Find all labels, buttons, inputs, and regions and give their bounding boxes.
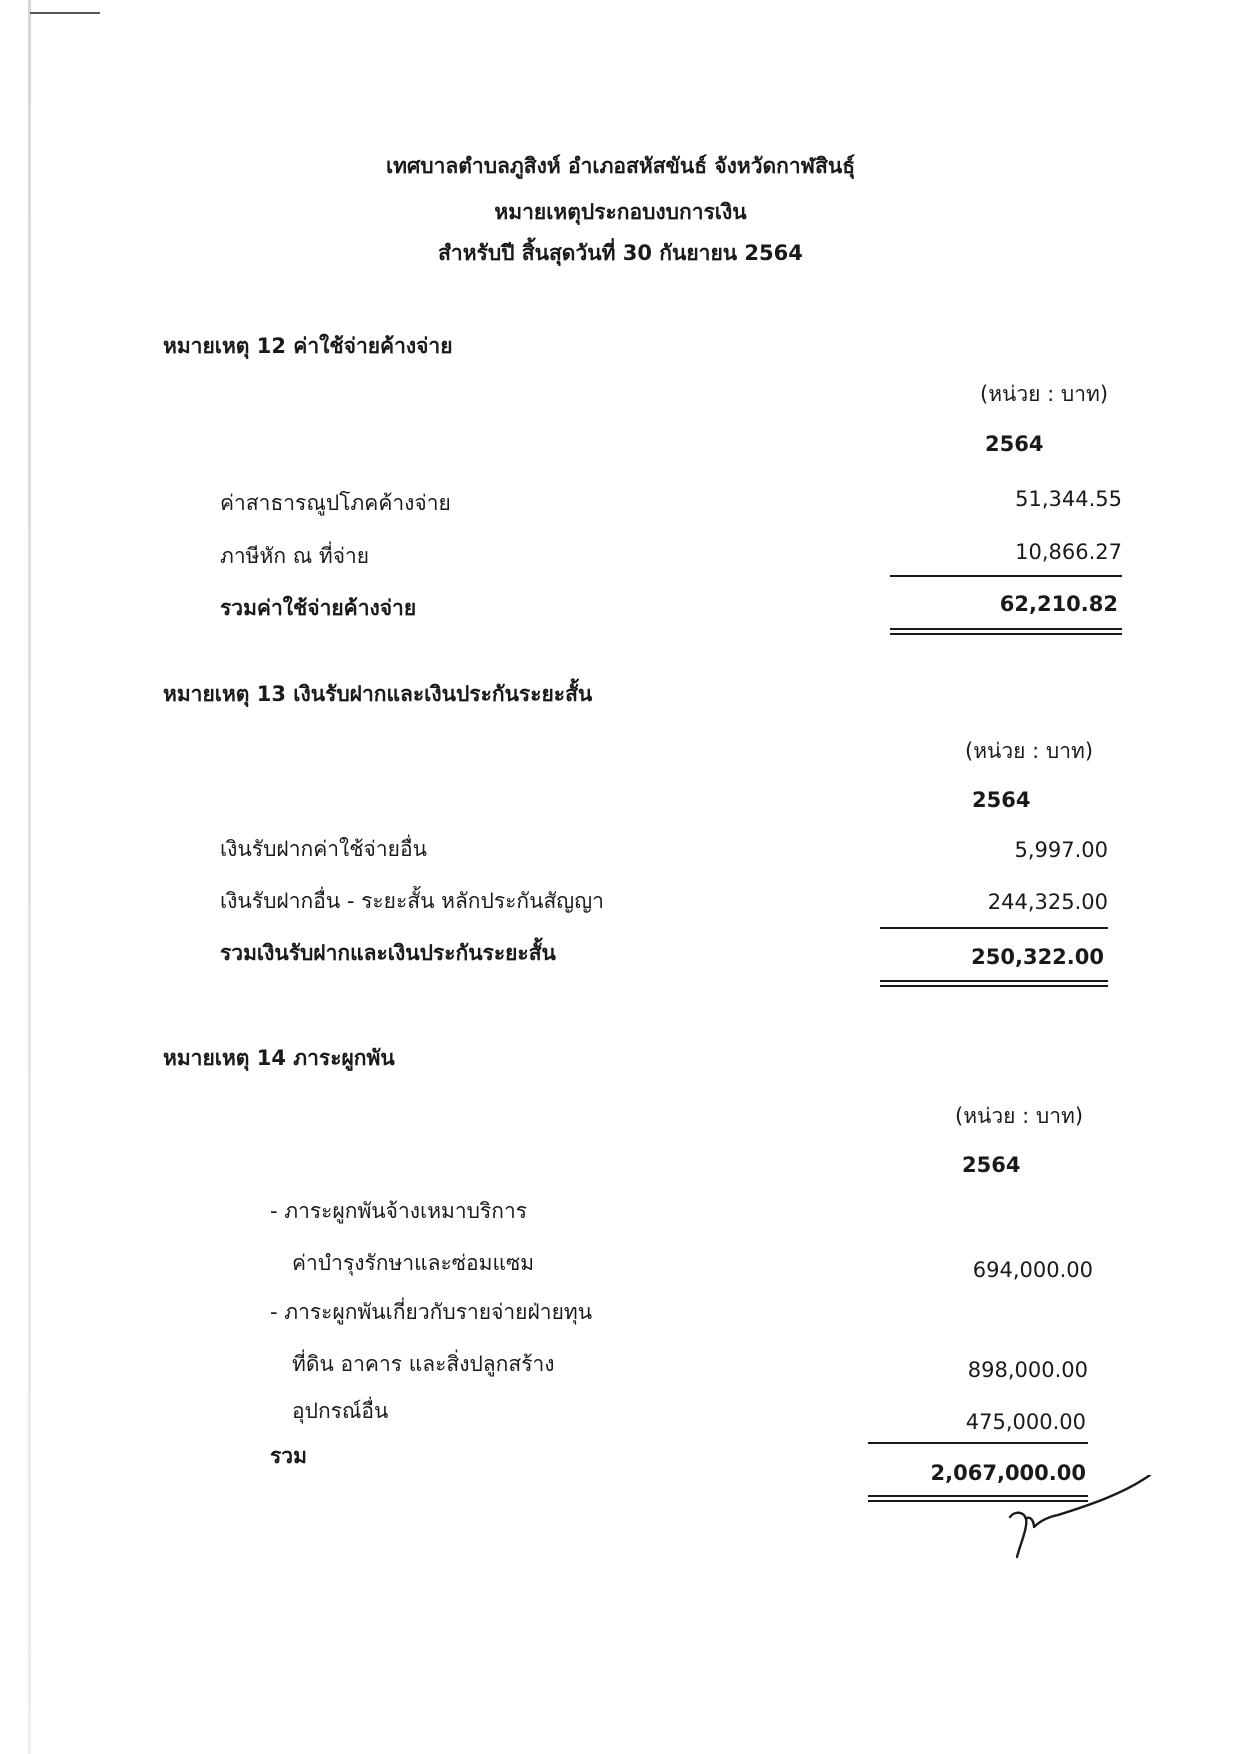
note13-item-label: เงินรับฝากอื่น - ระยะสั้น หลักประกันสัญญา	[220, 889, 604, 913]
note14-item-label: อุปกรณ์อื่น	[292, 1399, 389, 1423]
note12-year: 2564	[985, 432, 1044, 456]
subtotal-rule	[868, 1442, 1088, 1444]
note12-unit: (หน่วย : บาท)	[980, 382, 1109, 406]
signature-mark	[1000, 1475, 1160, 1565]
note14-total-label: รวม	[270, 1444, 307, 1468]
note13-total-label: รวมเงินรับฝากและเงินประกันระยะสั้น	[220, 941, 556, 965]
note13-item-amount: 244,325.00	[987, 890, 1108, 914]
org-name: เทศบาลตำบลภูสิงห์ อำเภอสหัสขันธ์ จังหวัดกาฬสินธุ์	[385, 154, 856, 178]
period-title: สำหรับปี สิ้นสุดวันที่ 30 กันยายน 2564	[438, 241, 803, 265]
note14-unit: (หน่วย : บาท)	[955, 1104, 1084, 1128]
document-title: หมายเหตุประกอบงบการเงิน	[494, 200, 747, 224]
subtotal-rule	[880, 927, 1108, 929]
note14-item-label: ที่ดิน อาคาร และสิ่งปลูกสร้าง	[292, 1352, 555, 1376]
note14-item-amount: 898,000.00	[967, 1358, 1088, 1382]
note12-item-label: ภาษีหัก ณ ที่จ่าย	[220, 544, 370, 568]
note12-item-amount: 51,344.55	[1015, 487, 1122, 511]
note13-item-label: เงินรับฝากค่าใช้จ่ายอื่น	[220, 837, 427, 861]
total-double-rule	[880, 980, 1108, 987]
note13-total-amount: 250,322.00	[971, 945, 1104, 969]
note14-item-amount: 694,000.00	[972, 1258, 1093, 1282]
note13-unit: (หน่วย : บาท)	[965, 739, 1094, 763]
note12-heading: หมายเหตุ 12 ค่าใช้จ่ายค้างจ่าย	[163, 334, 453, 358]
note12-total-amount: 62,210.82	[999, 592, 1118, 616]
note14-item-label: ค่าบำรุงรักษาและซ่อมแซม	[292, 1251, 535, 1275]
note12-total-label: รวมค่าใช้จ่ายค้างจ่าย	[220, 596, 417, 620]
note13-heading: หมายเหตุ 13 เงินรับฝากและเงินประกันระยะสั้น	[163, 682, 593, 706]
note13-item-amount: 5,997.00	[1014, 838, 1108, 862]
note14-group-label: - ภาระผูกพันเกี่ยวกับรายจ่ายฝ่ายทุน	[270, 1300, 593, 1324]
scan-mark	[30, 12, 100, 14]
note14-heading: หมายเหตุ 14 ภาระผูกพัน	[163, 1046, 395, 1070]
subtotal-rule	[890, 575, 1122, 577]
note14-group-label: - ภาระผูกพันจ้างเหมาบริการ	[270, 1199, 528, 1223]
note14-year: 2564	[962, 1153, 1021, 1177]
note12-item-label: ค่าสาธารณูปโภคค้างจ่าย	[220, 491, 451, 515]
note12-item-amount: 10,866.27	[1015, 540, 1122, 564]
total-double-rule	[890, 628, 1122, 635]
note13-year: 2564	[972, 788, 1031, 812]
note14-total-amount: 2,067,000.00	[930, 1461, 1086, 1485]
note14-item-amount: 475,000.00	[965, 1410, 1086, 1434]
